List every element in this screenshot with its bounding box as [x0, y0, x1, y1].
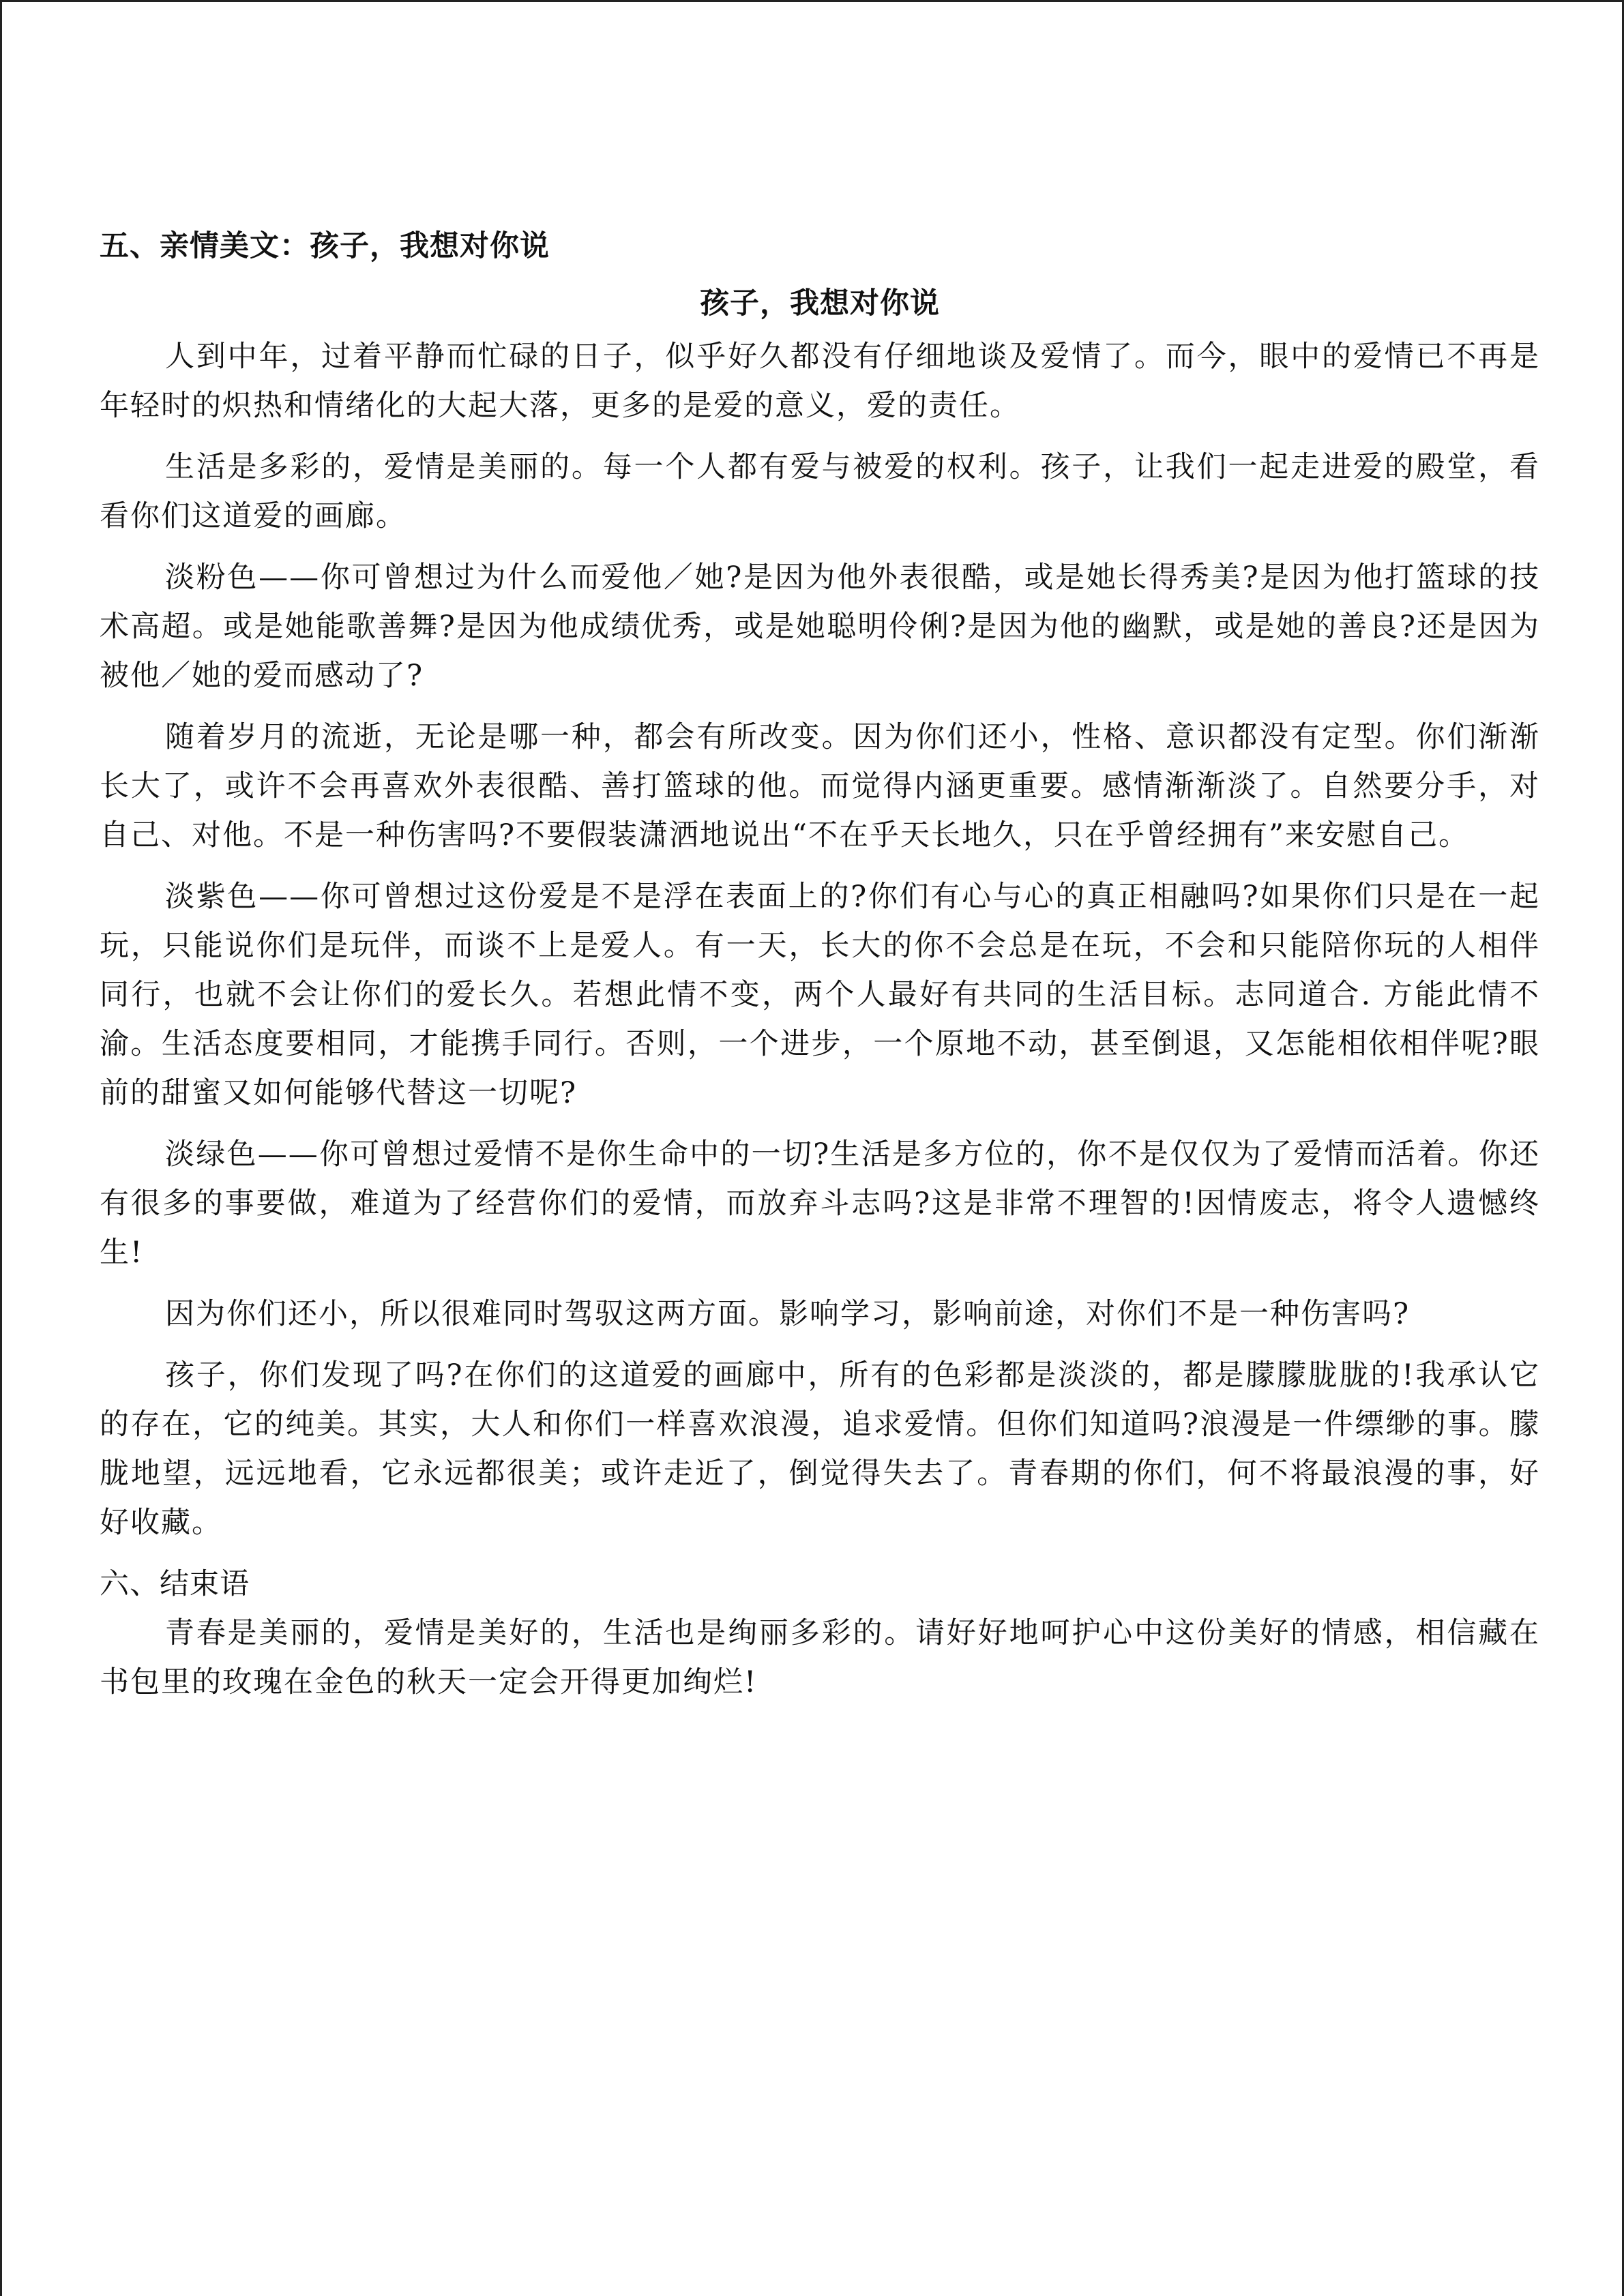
- paragraph-gallery: 生活是多彩的，爱情是美丽的。每一个人都有爱与被爱的权利。孩子，让我们一起走进爱的殿堂，看看你们这道爱的画廊。: [100, 450, 1540, 533]
- section-5-heading: 五、亲情美文：孩子，我想对你说: [100, 229, 550, 263]
- paragraph-change: 随着岁月的流逝，无论是哪一种，都会有所改变。因为你们还小，性格、意识都没有定型。你们渐渐长大了，或许不会再喜欢外表很酷、善打篮球的他。而觉得内涵更重要。感情渐渐淡了。自然要分手，对自己、对他。不是一种伤害吗?不要假装潇洒地说出“不在乎天长地久，只在乎曾经拥有”来安慰自己。: [100, 720, 1540, 852]
- paragraph-light-purple: 淡紫色——你可曾想过这份爱是不是浮在表面上的?你们有心与心的真正相融吗?如果你们只是在一起玩，只能说你们是玩伴，而谈不上是爱人。有一天，长大的你不会总是在玩，不会和只能陪你玩的人相伴同行，也就不会让你们的爱长久。若想此情不变，两个人最好有共同的生活目标。志同道合. 方能此情不渝。生活态度要相同，才能携手同行。否则，一个进步，一个原地不动，甚至倒退，又怎能相依相伴呢?眼前的甜蜜又如何能够代替这一切呢?: [100, 880, 1540, 1110]
- paragraph-conclusion: 孩子，你们发现了吗?在你们的这道爱的画廊中，所有的色彩都是淡淡的，都是朦朦胧胧的!我承认它的存在，它的纯美。其实，大人和你们一样喜欢浪漫，追求爱情。但你们知道吗?浪漫是一件缥缈的事。朦胧地望，远远地看，它永远都很美；或许走近了，倒觉得失去了。青春期的你们，何不将最浪漫的事，好好收藏。: [100, 1358, 1540, 1540]
- article-title: 孩子，我想对你说: [700, 286, 940, 320]
- section-6-heading: 六、结束语: [100, 1567, 250, 1601]
- paragraph-light-green: 淡绿色——你可曾想过爱情不是你生命中的一切?生活是多方位的，你不是仅仅为了爱情而活着。你还有很多的事要做，难道为了经营你们的爱情，而放弃斗志吗?这是非常不理智的!因情废志，将令人遗憾终生!: [100, 1137, 1540, 1270]
- document-body: [100, 222, 1540, 1719]
- paragraph-closing: 青春是美丽的，爱情是美好的，生活也是绚丽多彩的。请好好地呵护心中这份美好的情感，相信藏在书包里的玫瑰在金色的秋天一定会开得更加绚烂!: [100, 1616, 1540, 1699]
- paragraph-intro: 人到中年，过着平静而忙碌的日子，似乎好久都没有仔细地谈及爱情了。而今，眼中的爱情已不再是年轻时的炽热和情绪化的大起大落，更多的是爱的意义，爱的责任。: [100, 340, 1540, 423]
- paragraph-too-young: 因为你们还小，所以很难同时驾驭这两方面。影响学习，影响前途，对你们不是一种伤害吗?: [165, 1297, 1411, 1331]
- paragraph-light-pink: 淡粉色——你可曾想过为什么而爱他／她?是因为他外表很酷，或是她长得秀美?是因为他打篮球的技术高超。或是她能歌善舞?是因为他成绩优秀，或是她聪明伶俐?是因为他的幽默，或是她的善良?还是因为被他／她的爱而感动了?: [100, 561, 1540, 693]
